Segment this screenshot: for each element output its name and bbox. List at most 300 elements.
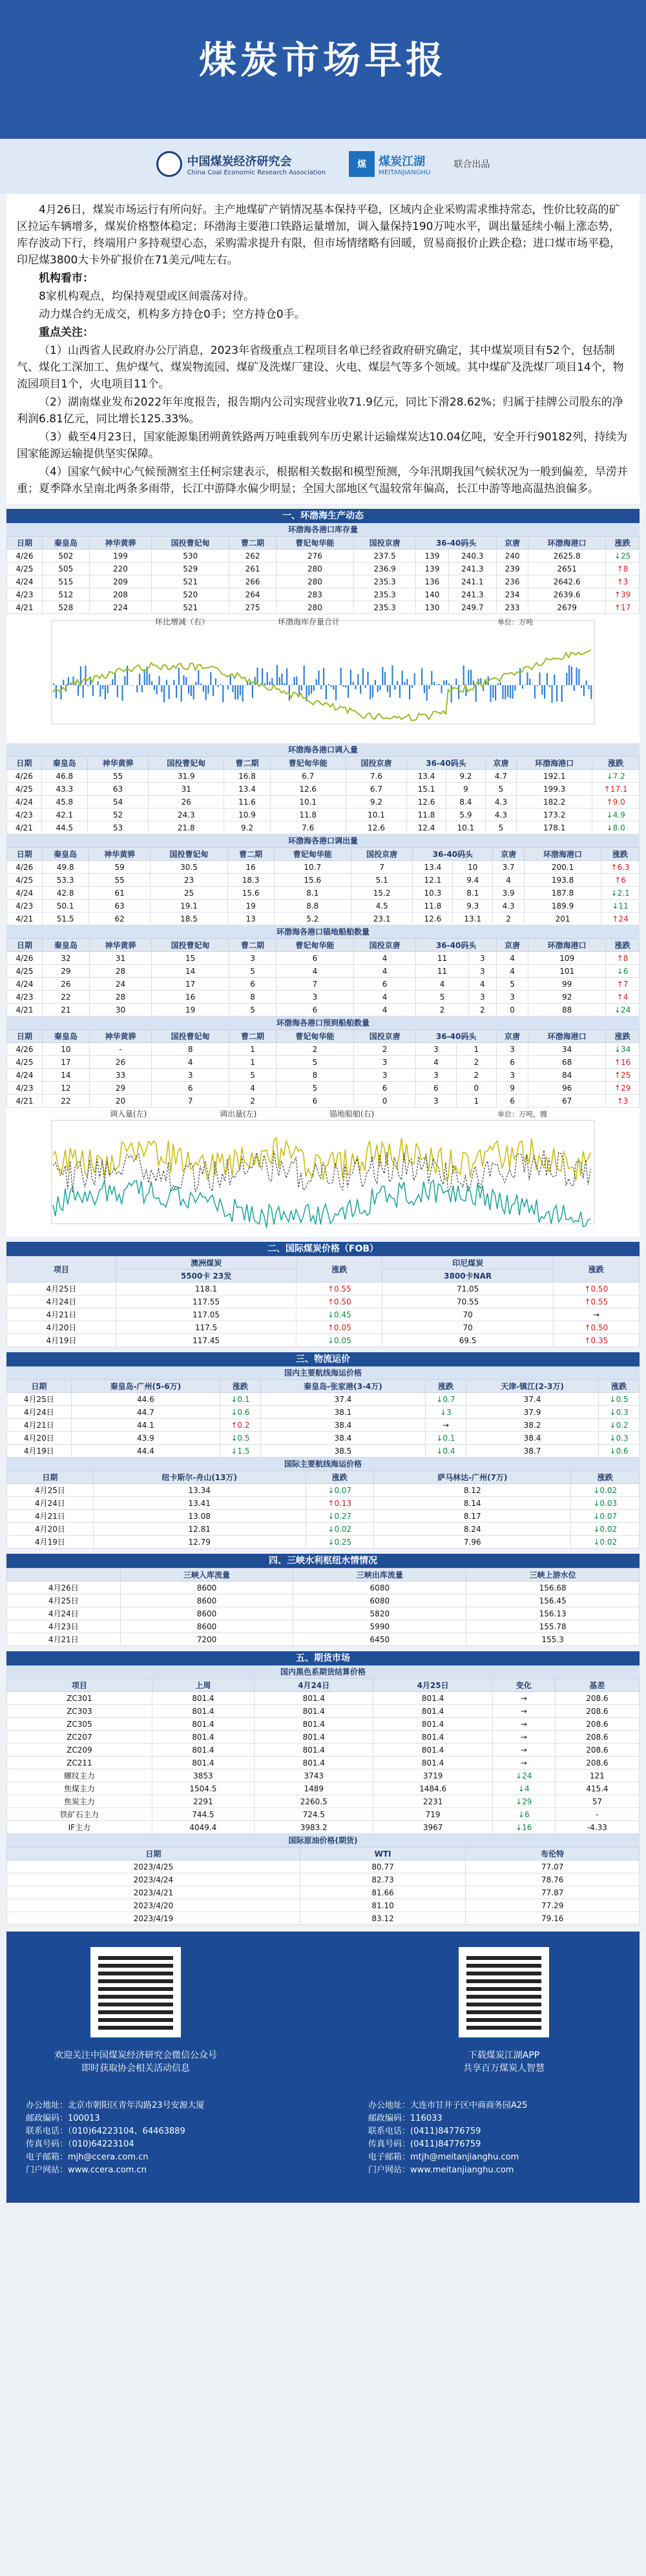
table-header: 日期 — [7, 939, 43, 952]
table-row — [7, 1484, 640, 1497]
table-cell: 61 — [89, 887, 151, 900]
table-cell: 4/24 — [7, 978, 43, 991]
table-cell: 3743 — [255, 1769, 373, 1782]
table-row — [7, 1004, 640, 1016]
table-header: 国投京唐 — [353, 939, 415, 952]
table-cell: 208.6 — [555, 1757, 639, 1769]
subsection-title: 国际主要航线海运价格 — [6, 1458, 640, 1470]
chart-bar — [586, 681, 587, 685]
table-header: 京唐 — [496, 1030, 528, 1043]
table-cell: 7 — [276, 978, 353, 991]
table-cell: ↓4 — [492, 1782, 555, 1795]
table-cell: 8.17 — [374, 1510, 571, 1523]
table-expected-ships — [6, 1029, 640, 1108]
table-cell: 173.2 — [517, 809, 592, 821]
table-cell: 801.4 — [152, 1705, 254, 1718]
chart-bar — [377, 685, 379, 692]
table-header: 日期 — [7, 1471, 94, 1484]
chart2-unit: 单位：万吨，艘 — [497, 1110, 547, 1118]
chart-bar — [549, 685, 550, 687]
table-cell: -4.33 — [555, 1821, 639, 1834]
table-cell: 6450 — [293, 1633, 466, 1646]
chart-bar — [83, 685, 84, 698]
table-cell: ZC303 — [7, 1705, 152, 1718]
table-cell: ↑3 — [606, 575, 640, 588]
chart-bar — [510, 685, 511, 698]
table-cell: 12 — [42, 1082, 89, 1095]
table-header: 国投京唐 — [353, 1030, 415, 1043]
table-header: 国投曹妃甸 — [152, 939, 229, 952]
contact-line: 门户网站：www.ccera.com.cn — [26, 2165, 147, 2175]
table-row — [7, 1899, 640, 1912]
chart-bar — [355, 685, 356, 689]
table-cell: 101 — [528, 965, 606, 978]
section-title: 一、环渤海生产动态 — [6, 509, 640, 523]
table-cell: 193.8 — [525, 874, 601, 887]
contact-line: 联系电话：(0411)84776759 — [368, 2127, 481, 2136]
table-cell: 5 — [229, 1069, 276, 1082]
chart-bar — [313, 685, 315, 691]
section-title: 三、物流运价 — [6, 1352, 640, 1366]
chart-bar — [191, 685, 192, 696]
chart-bar — [421, 668, 422, 685]
table-cell: 10.7 — [274, 861, 351, 874]
table-row — [7, 1620, 640, 1633]
table-cell: ↓0.25 — [306, 1536, 374, 1549]
table-cell: 9.2 — [346, 796, 406, 809]
table-cell: 31 — [149, 783, 224, 796]
table-cell: 192.1 — [517, 770, 592, 783]
contact-line: 传真号码：（010)64223104 — [26, 2139, 134, 2149]
table-row — [7, 550, 640, 562]
table-cell: 801.4 — [255, 1718, 373, 1731]
chart-bar — [404, 682, 405, 685]
table-cell: ↓0.02 — [306, 1523, 374, 1536]
table-row — [7, 1782, 640, 1795]
chart-bar — [85, 666, 86, 685]
chart-bar — [335, 685, 337, 700]
table-header: 项目 — [7, 1679, 152, 1692]
table-header: 曹妃甸华能 — [276, 1030, 353, 1043]
table-header: 布伦特 — [466, 1848, 640, 1860]
chart-bar — [213, 685, 214, 696]
table-header: 曹妃甸华能 — [270, 757, 346, 770]
table-port-stock — [6, 536, 640, 614]
chart-bar — [387, 685, 388, 692]
table-cell: ↓0.02 — [571, 1536, 640, 1549]
table-cell: 208.6 — [555, 1718, 639, 1731]
table-row — [7, 575, 640, 588]
table-header: 日期 — [7, 537, 43, 550]
table-cell: 焦炭主力 — [7, 1795, 152, 1808]
table-cell: 6 — [276, 1095, 353, 1108]
table-cell: 铁矿石主力 — [7, 1808, 152, 1821]
table-cell: 4月25日 — [7, 1484, 94, 1497]
table-cell: 18.3 — [227, 874, 274, 887]
chart-bar — [590, 685, 592, 699]
table-cell: 4.3 — [485, 809, 516, 821]
chart-bar — [399, 685, 401, 698]
table-cell: 208.6 — [555, 1731, 639, 1744]
table-cell: 4.5 — [351, 900, 413, 912]
table-row — [7, 887, 640, 900]
table-header: 3800卡NAR — [382, 1270, 553, 1283]
table-intl-freight — [6, 1470, 640, 1549]
table-cell: ↓11 — [601, 900, 640, 912]
table-cell: 8600 — [120, 1607, 293, 1620]
table-cell: 155.3 — [466, 1633, 640, 1646]
table-cell: 801.4 — [255, 1757, 373, 1769]
table-cell: 12.6 — [407, 796, 446, 809]
table-cell: 4月21日 — [7, 1633, 121, 1646]
table-cell: 79.16 — [466, 1912, 640, 1925]
table-cell: ↑7 — [606, 978, 640, 991]
table-cell: 515 — [42, 575, 89, 588]
table-cell: 3 — [353, 1056, 415, 1069]
table-header: 曹二期 — [229, 939, 276, 952]
table-cell: → — [553, 1308, 639, 1321]
contact-line: 邮政编码：100013 — [26, 2114, 100, 2123]
table-cell: 4.3 — [493, 900, 525, 912]
table-cell: 189.9 — [525, 900, 601, 912]
chart-bar — [163, 685, 165, 703]
table-cell: ↑24 — [601, 912, 640, 925]
mtjh-emblem-icon: 煤 — [349, 151, 375, 177]
table-cell: 44.1 — [71, 1419, 220, 1432]
table-cell: 37.4 — [260, 1393, 425, 1406]
table-cell: 8.14 — [374, 1497, 571, 1510]
chart-bar — [114, 673, 116, 685]
chart-bar — [87, 685, 89, 686]
table-cell: 2 — [456, 1069, 496, 1082]
table-cell: 262 — [229, 550, 276, 562]
table-row — [7, 1757, 640, 1769]
table-cell: 9 — [446, 783, 485, 796]
table-cell: 13.4 — [407, 770, 446, 783]
section-title: 五、期货市场 — [6, 1651, 640, 1665]
table-cell: 13.41 — [93, 1497, 306, 1510]
table-futures — [6, 1678, 640, 1834]
table-header: 环渤海港口 — [517, 757, 592, 770]
table-cell: 156.68 — [466, 1582, 640, 1594]
chart-bar — [568, 665, 570, 685]
table-cell: ↓24 — [492, 1769, 555, 1782]
ccera-emblem-icon — [156, 151, 182, 177]
table-cell: 6 — [353, 1082, 415, 1095]
chart-bar — [121, 685, 123, 701]
table-row — [7, 1295, 640, 1308]
table-row — [7, 1705, 640, 1718]
table-row — [7, 861, 640, 874]
chart-bar — [316, 679, 317, 685]
table-header: 曹二期 — [229, 537, 276, 550]
chart-bar — [382, 667, 383, 685]
table-row — [7, 1821, 640, 1834]
table-header: 环渤海港口 — [528, 939, 606, 952]
table-cell: 44.6 — [71, 1393, 220, 1406]
table-cell: ↓24 — [606, 1004, 640, 1016]
table-row — [7, 978, 640, 991]
table-cell: ZC301 — [7, 1692, 152, 1705]
table-row — [7, 1445, 640, 1458]
table-cell: 208 — [89, 588, 151, 601]
table-cell: 2 — [276, 1043, 353, 1056]
table-cell: 236 — [496, 575, 528, 588]
table-cell: 4 — [493, 874, 525, 887]
table-cell: ↓0.1 — [426, 1432, 466, 1445]
chart-bar — [379, 685, 380, 690]
table-cell: 2 — [229, 1095, 276, 1108]
table-cell: 156.45 — [466, 1594, 640, 1607]
table-cell: 724.5 — [255, 1808, 373, 1821]
chart-bar — [394, 685, 395, 690]
table-cell: 3 — [468, 991, 496, 1004]
table-header: 神华黄骅 — [89, 848, 151, 861]
table-cell: ↓0.02 — [571, 1523, 640, 1536]
table-cell: 3 — [468, 965, 496, 978]
table-cell: 55 — [87, 770, 148, 783]
chart-bar — [279, 677, 280, 685]
table-cell: 4/21 — [7, 601, 43, 614]
table-row — [7, 1095, 640, 1108]
table-cell: 3 — [468, 952, 496, 965]
table-header: WTI — [300, 1848, 466, 1860]
table-cell: 719 — [373, 1808, 492, 1821]
table-cell: ↓0.6 — [599, 1445, 640, 1458]
table-cell: 249.7 — [448, 601, 496, 614]
table-cell: 11.8 — [270, 809, 346, 821]
chart-bar — [490, 685, 491, 702]
table-cell: 96 — [528, 1082, 606, 1095]
table-header: 日期 — [7, 757, 42, 770]
flow-chart-svg — [6, 1108, 640, 1237]
table-cell: 23 — [151, 874, 227, 887]
table-row — [7, 796, 640, 809]
table-cell: 10.9 — [224, 809, 270, 821]
section-three-gorges — [6, 1554, 640, 1646]
table-cell: 117.55 — [116, 1295, 296, 1308]
chart-bar — [348, 685, 349, 697]
intro-para-4: （1）山西省人民政府办公厅消息，2023年省级重点工程项目名单已经省政府研究确定，其中煤炭项目有52个，包括制气、煤化工深加工、焦炉煤气、煤炭物流园、煤矿及洗煤厂建设、火电、煤层气等多个领域。其中煤矿及洗煤厂项目14个，物流园项目1个，火电项目11个。 — [17, 344, 624, 391]
table-cell: 155.78 — [466, 1620, 640, 1633]
table-cell: 9.4 — [453, 874, 493, 887]
table-cell: 4/25 — [7, 783, 42, 796]
app-qr-code[interactable] — [459, 1947, 549, 2037]
table-cell: ↓0.07 — [306, 1484, 374, 1497]
table-row — [7, 1795, 640, 1808]
table-cell: 241.1 — [448, 575, 496, 588]
table-cell: 7.6 — [270, 821, 346, 834]
table-cell: 12.6 — [346, 821, 406, 834]
table-header: 秦皇岛 — [42, 1030, 89, 1043]
table-cell: 38.1 — [260, 1406, 425, 1419]
table-cell: 5.1 — [351, 874, 413, 887]
table-cell: ↓25 — [606, 550, 640, 562]
table-header: 涨跌 — [606, 537, 640, 550]
table-header: 三峡出库流量 — [293, 1569, 466, 1582]
chart-bar — [301, 685, 302, 690]
table-cell: 6 — [152, 1082, 229, 1095]
table-cell: 117.45 — [116, 1334, 296, 1347]
table-cell: 4 — [468, 978, 496, 991]
table-header: 萨马林达-广州(7万) — [374, 1471, 571, 1484]
table-cell: 4月25日 — [7, 1393, 72, 1406]
table-cell: 6 — [276, 952, 353, 965]
table-cell: 6080 — [293, 1594, 466, 1607]
table-cell: 49.8 — [42, 861, 89, 874]
chart-bar — [176, 685, 177, 697]
chart-bar — [578, 669, 579, 685]
table-cell: 54 — [87, 796, 148, 809]
table-cell: 25 — [151, 887, 227, 900]
table-cell: 15.6 — [274, 874, 351, 887]
table-cell: ↓0.5 — [220, 1432, 261, 1445]
table-header: 国投曹妃甸 — [151, 848, 227, 861]
table-cell: 9 — [496, 1082, 528, 1095]
table-cell: ZC305 — [7, 1718, 152, 1731]
table-cell: → — [492, 1718, 555, 1731]
table-cell: 81.66 — [300, 1886, 466, 1899]
header-banner — [0, 0, 646, 194]
table-cell: 43.3 — [41, 783, 87, 796]
table-cell: 1484.6 — [373, 1782, 492, 1795]
chart-bar — [304, 665, 305, 685]
table-cell: 415.4 — [555, 1782, 639, 1795]
table-cell: 5.9 — [446, 809, 485, 821]
table-cell: 182.2 — [517, 796, 592, 809]
table-cell: 71.05 — [382, 1283, 553, 1295]
chart-bar — [117, 685, 118, 697]
table-cell: 5 — [485, 783, 516, 796]
table-cell: 12.1 — [413, 874, 453, 887]
table-cell: 62 — [89, 912, 151, 925]
table-cell: 螺纹主力 — [7, 1769, 152, 1782]
table-row — [7, 783, 640, 796]
table-cell: 68 — [528, 1056, 606, 1069]
table-cell: 4 — [496, 965, 528, 978]
table-header: 项目 — [7, 1257, 116, 1283]
table-cell: 15 — [152, 952, 229, 965]
table-cell: 12.4 — [407, 821, 446, 834]
table-cell: 4月20日 — [7, 1523, 94, 1536]
table-header: 三峡入库流量 — [120, 1569, 293, 1582]
table-cell: 6 — [276, 1004, 353, 1016]
table-cell: 801.4 — [373, 1744, 492, 1757]
table-cell: ↑6.3 — [601, 861, 640, 874]
chart-bar — [566, 673, 567, 685]
chart-bar — [458, 685, 459, 699]
table-cell: 201 — [525, 912, 601, 925]
table-header: 日期 — [7, 1848, 300, 1860]
table-cell: 55 — [89, 874, 151, 887]
table-cell: 801.4 — [373, 1757, 492, 1769]
table-cell: 4 — [416, 1056, 456, 1069]
table-cell: 264 — [229, 588, 276, 601]
table-cell: 520 — [152, 588, 229, 601]
chart-bar — [463, 665, 464, 685]
mtjh-name-en: MEITANJIANGHU — [379, 169, 431, 176]
table-row — [7, 1860, 640, 1873]
table-cell: ZC207 — [7, 1731, 152, 1744]
table-row — [7, 1432, 640, 1445]
chart-bar — [507, 685, 508, 697]
table-cell: 4/26 — [7, 550, 43, 562]
table-cell: 1 — [456, 1043, 496, 1056]
table-row — [7, 1523, 640, 1536]
wechat-qr-code[interactable] — [90, 1947, 181, 2037]
chart-bar — [428, 685, 430, 689]
table-cell: 801.4 — [373, 1692, 492, 1705]
chart-bar — [158, 676, 160, 685]
chart-bar — [561, 685, 563, 702]
table-row — [7, 952, 640, 965]
table-cell: 23.1 — [351, 912, 413, 925]
table-cell: 4/24 — [7, 796, 42, 809]
table-cell: 81.10 — [300, 1899, 466, 1912]
table-cell: 801.4 — [255, 1731, 373, 1744]
joint-label: 联合出品 — [453, 160, 490, 170]
table-cell: 88 — [528, 1004, 606, 1016]
table-cell: 505 — [42, 562, 89, 575]
table-cell: ↑0.2 — [220, 1419, 261, 1432]
table-cell: 4/25 — [7, 874, 43, 887]
table-row — [7, 900, 640, 912]
section-bohai — [6, 509, 640, 1237]
table-port-outflow — [6, 847, 640, 925]
table-cell: 63 — [89, 900, 151, 912]
table-cell: 2023/4/25 — [7, 1860, 300, 1873]
table-cell: ↓0.7 — [426, 1393, 466, 1406]
table-header: 国投京唐 — [351, 848, 413, 861]
chart-bar — [502, 685, 503, 699]
table-header: 涨跌 — [426, 1380, 466, 1393]
table-cell: 275 — [229, 601, 276, 614]
table-cell: 51.5 — [42, 912, 89, 925]
subsection-title: 环渤海各港口预到船舶数量 — [6, 1016, 640, 1029]
table-cell: ↓0.05 — [297, 1334, 382, 1347]
table-cell: 12.81 — [93, 1523, 306, 1536]
table-cell: - — [555, 1808, 639, 1821]
table-cell: 4 — [353, 952, 415, 965]
table-cell: 117.05 — [116, 1308, 296, 1321]
chart-bar — [446, 680, 447, 685]
table-cell: 4/23 — [7, 991, 43, 1004]
table-cell: 3 — [229, 952, 276, 965]
table-cell: 22 — [42, 991, 89, 1004]
table-cell: 8600 — [120, 1582, 293, 1594]
table-cell: 13.34 — [93, 1484, 306, 1497]
chart-bar — [342, 685, 344, 687]
table-cell: ↓0.3 — [599, 1432, 640, 1445]
table-header: 涨跌 — [599, 1380, 640, 1393]
table-row — [7, 1334, 640, 1347]
table-cell: 1 — [229, 1056, 276, 1069]
table-header: 澳洲煤炭 — [116, 1257, 296, 1270]
chart-bar — [448, 684, 450, 685]
chart-bar — [161, 685, 162, 692]
table-cell: 4/23 — [7, 588, 43, 601]
table-cell: 3983.2 — [255, 1821, 373, 1834]
table-cell: 4月19日 — [7, 1536, 94, 1549]
table-cell: 4月21日 — [7, 1510, 94, 1523]
table-row — [7, 1594, 640, 1607]
table-cell: 3 — [496, 1069, 528, 1082]
table-cell: 18.5 — [151, 912, 227, 925]
table-cell: → — [492, 1744, 555, 1757]
table-cell: 3853 — [152, 1769, 254, 1782]
table-cell: 6 — [229, 978, 276, 991]
table-cell: 801.4 — [255, 1744, 373, 1757]
